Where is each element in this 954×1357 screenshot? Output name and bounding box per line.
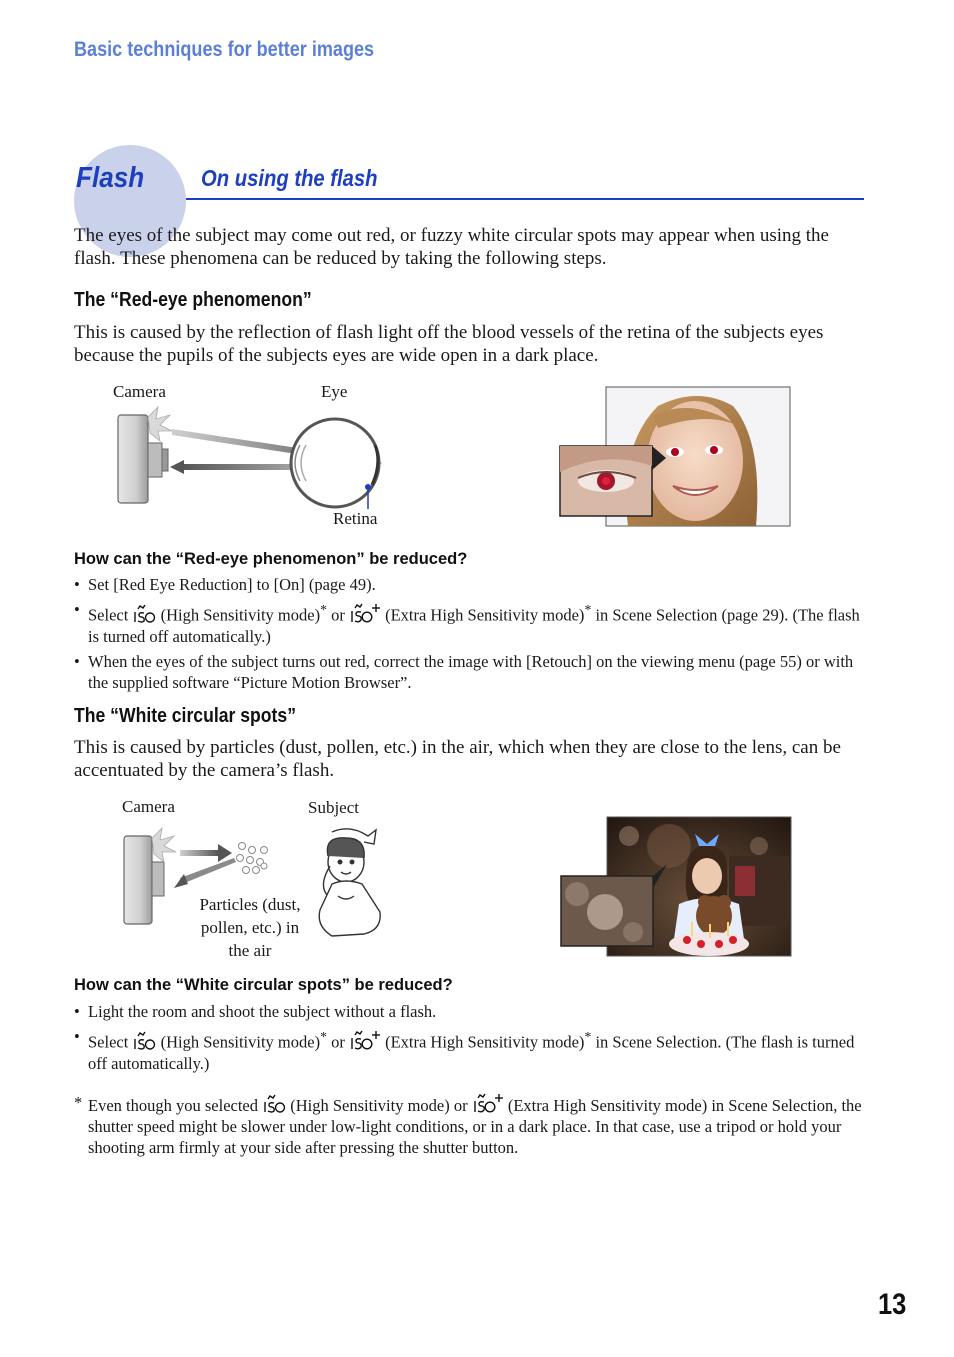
diagram-camera-label: Camera	[113, 382, 166, 401]
white-spots-question: How can the “White circular spots” be reduced?	[74, 976, 453, 994]
page-number: 13	[878, 1288, 907, 1321]
red-eye-inset	[560, 446, 652, 516]
particles-icon	[237, 843, 268, 874]
intro-paragraph: The eyes of the subject may come out red, or fuzzy white circular spots may appear when using the flash. These phenomena can be reduced by taking the following steps.	[74, 225, 829, 269]
diagram-eye-label: Eye	[321, 382, 348, 401]
section-title: On using the flash	[201, 165, 378, 191]
red-eye-bullets	[74, 574, 864, 693]
white-spots-heading: The “White circular spots”	[74, 705, 296, 727]
eye-icon	[291, 419, 379, 509]
iso-icon	[132, 604, 156, 624]
diagram-retina-label: Retina	[333, 509, 378, 528]
section-tab-title: Flash	[76, 162, 145, 194]
iso-icon	[132, 1031, 156, 1051]
white-spots-diagram	[118, 826, 388, 938]
white-spots-bullet-1: • Light the room and shoot the subject without a flash.	[74, 1002, 437, 1021]
flash-burst-icon	[152, 828, 176, 862]
red-eye-bullet-2: • Select (High Sensitivity mode)* or (Extra High Sensitivity mode)* in Scene Selection (page 29). (The flash is turned off automatically.)	[74, 600, 860, 646]
red-eye-bullet-3: • When the eyes of the subject turns out red, correct the image with [Retouch] on the viewing menu (page 55) or with the supplied software “Picture Motion Browser”.	[74, 651, 854, 692]
red-eye-heading: The “Red-eye phenomenon”	[74, 289, 312, 311]
white-spots-description: This is caused by particles (dust, pollen, etc.) in the air, which when they are close to the lens, can be accentuated by the camera’s flash.	[74, 737, 841, 781]
iso-plus-icon	[349, 1029, 381, 1051]
girl-illustration-icon	[319, 829, 380, 936]
diagram2-subject-label: Subject	[308, 798, 359, 817]
white-spots-bullet-2: • Select (High Sensitivity mode)* or (Extra High Sensitivity mode)* in Scene Selection. (The flash is turned off automatically.)	[74, 1027, 855, 1073]
flash-burst-icon	[148, 407, 172, 441]
white-spots-inset	[561, 876, 653, 946]
diagram2-camera-label: Camera	[122, 797, 175, 816]
section-rule	[186, 198, 864, 200]
red-eye-bullet-1: • Set [Red Eye Reduction] to [On] (page 49).	[74, 575, 376, 594]
diagram2-particles-label: Particles (dust, pollen, etc.) in the air	[199, 895, 301, 960]
white-spots-bullets	[74, 1001, 864, 1074]
iso-plus-icon	[472, 1092, 504, 1114]
red-eye-diagram	[110, 405, 400, 515]
red-eye-question: How can the “Red-eye phenomenon” be reduced?	[74, 550, 468, 568]
iso-plus-icon	[349, 602, 381, 624]
footnote: * Even though you selected (High Sensitivity mode) or (Extra High Sensitivity mode) in Scene Selection, the shutter speed might be slower under low-light conditions, or in a dark place. In that case, use a tripod or hold your shooting arm firmly at your side after pressing the shutter button.	[74, 1093, 862, 1157]
red-eye-description: This is caused by the reflection of flash light off the blood vessels of the retina of the subjects eyes because the pupils of the subjects eyes are wide open in a dark place.	[74, 322, 824, 366]
white-spots-photo	[559, 816, 793, 958]
red-eye-photo	[558, 386, 792, 528]
running-header: Basic techniques for better images	[74, 38, 375, 61]
iso-icon	[262, 1094, 286, 1114]
